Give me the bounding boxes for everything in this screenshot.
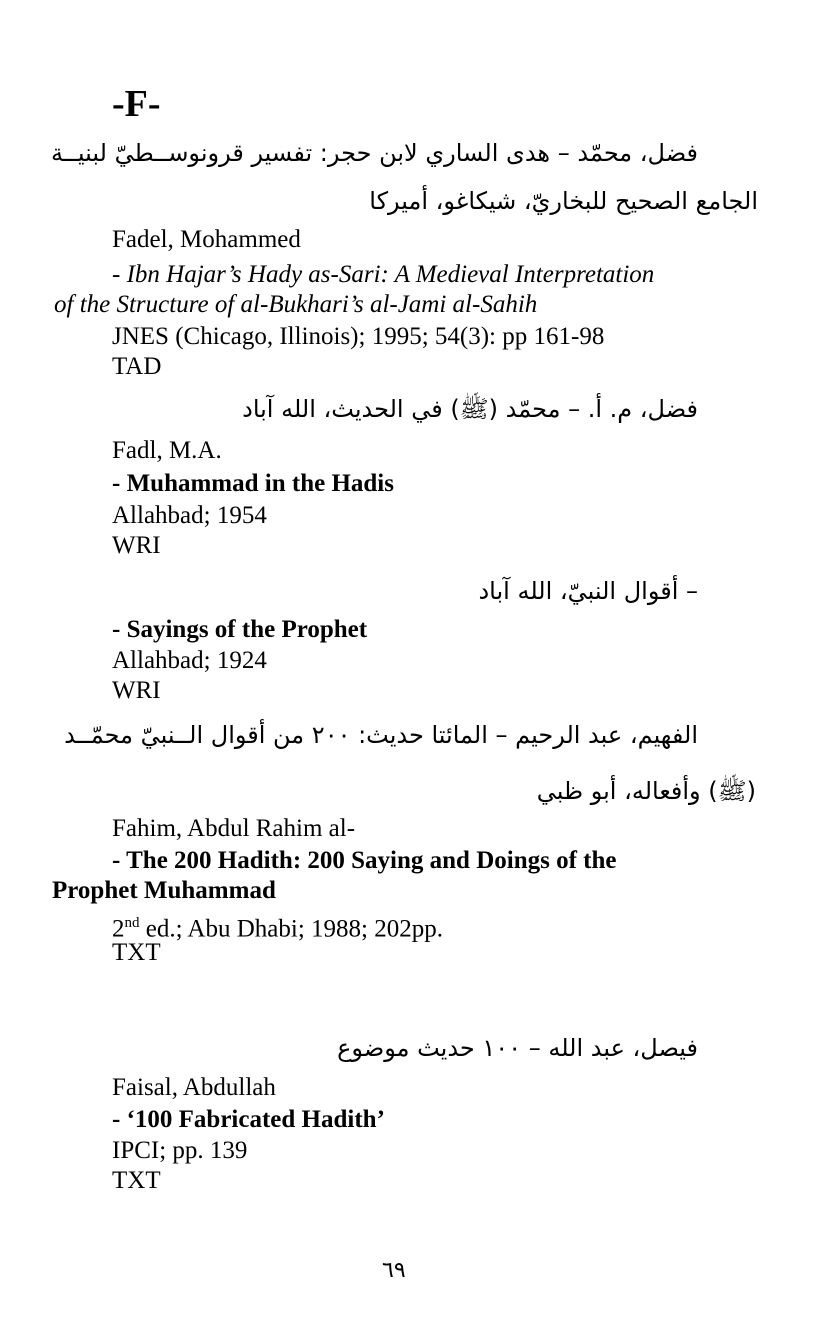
entry-2-title: - Muhammad in the Hadis [112,470,394,497]
entry-1-author: Fadel, Mohammed [112,226,301,253]
entry-1-arabic-line1: فضل، محمّد – هدى الساري لابن حجر: تفسير قرونوســطيّ لبنيــة [50,139,698,167]
entry-5-arabic-line1: فيصل، عبد الله – ١٠٠ حديث موضوع [337,1034,698,1062]
entry-4-arabic-line2: (ﷺ) وأفعاله، أبو ظبي [536,777,756,805]
section-letter: -F- [112,83,161,125]
entry-5-title: - ‘100 Fabricated Hadith’ [112,1106,385,1133]
entry-4-publication-rest: ed.; Abu Dhabi; 1988; 202pp. [139,915,443,943]
entry-1-arabic-line2: الجامع الصحيح للبخاريّ، شيكاغو، أميركا [369,187,758,215]
entry-2-publication: Allahbad; 1954 [112,502,267,529]
entry-5-publication: IPCI; pp. 139 [112,1137,248,1164]
entry-4-publication [112,908,443,944]
entry-3-code: WRI [112,677,161,704]
entry-3-arabic-line1: – أقوال النبيّ، الله آباد [478,577,698,605]
entry-5-author: Faisal, Abdullah [112,1074,276,1101]
entry-4-title-line2: Prophet Muhammad [52,877,276,904]
entry-1-title-line2: of the Structure of al-Bukhari’s al-Jami al-Sahih [54,291,538,318]
entry-4-edition-suffix: nd [124,915,140,931]
entry-4-author: Fahim, Abdul Rahim al- [112,815,356,842]
entry-4-code: TXT [112,939,161,966]
entry-1-code: TAD [112,353,162,380]
entry-4-edition-number: 2 [112,915,125,943]
entry-5-code: TXT [112,1167,161,1194]
entry-2-arabic-line1: فضل، م. أ. – محمّد (ﷺ) في الحديث، الله آباد [242,395,698,423]
page-number: ٦٩ [382,1258,406,1283]
entry-3-title: - Sayings of the Prophet [112,616,368,643]
entry-2-code: WRI [112,532,161,559]
entry-4-arabic-line1: الفهيم، عبد الرحيم – المائتا حديث: ٢٠٠ من أقوال الــنبيّ محمّــد [64,721,698,749]
entry-1-title-line1: - Ibn Hajar’s Hady as-Sari: A Medieval Interpretation [112,261,655,288]
entry-2-author: Fadl, M.A. [112,437,222,464]
entry-1-publication: JNES (Chicago, Illinois); 1995; 54(3): pp 161-98 [112,323,605,350]
entry-4-title-line1: - The 200 Hadith: 200 Saying and Doings of the [112,847,617,874]
entry-3-publication: Allahbad; 1924 [112,647,267,674]
